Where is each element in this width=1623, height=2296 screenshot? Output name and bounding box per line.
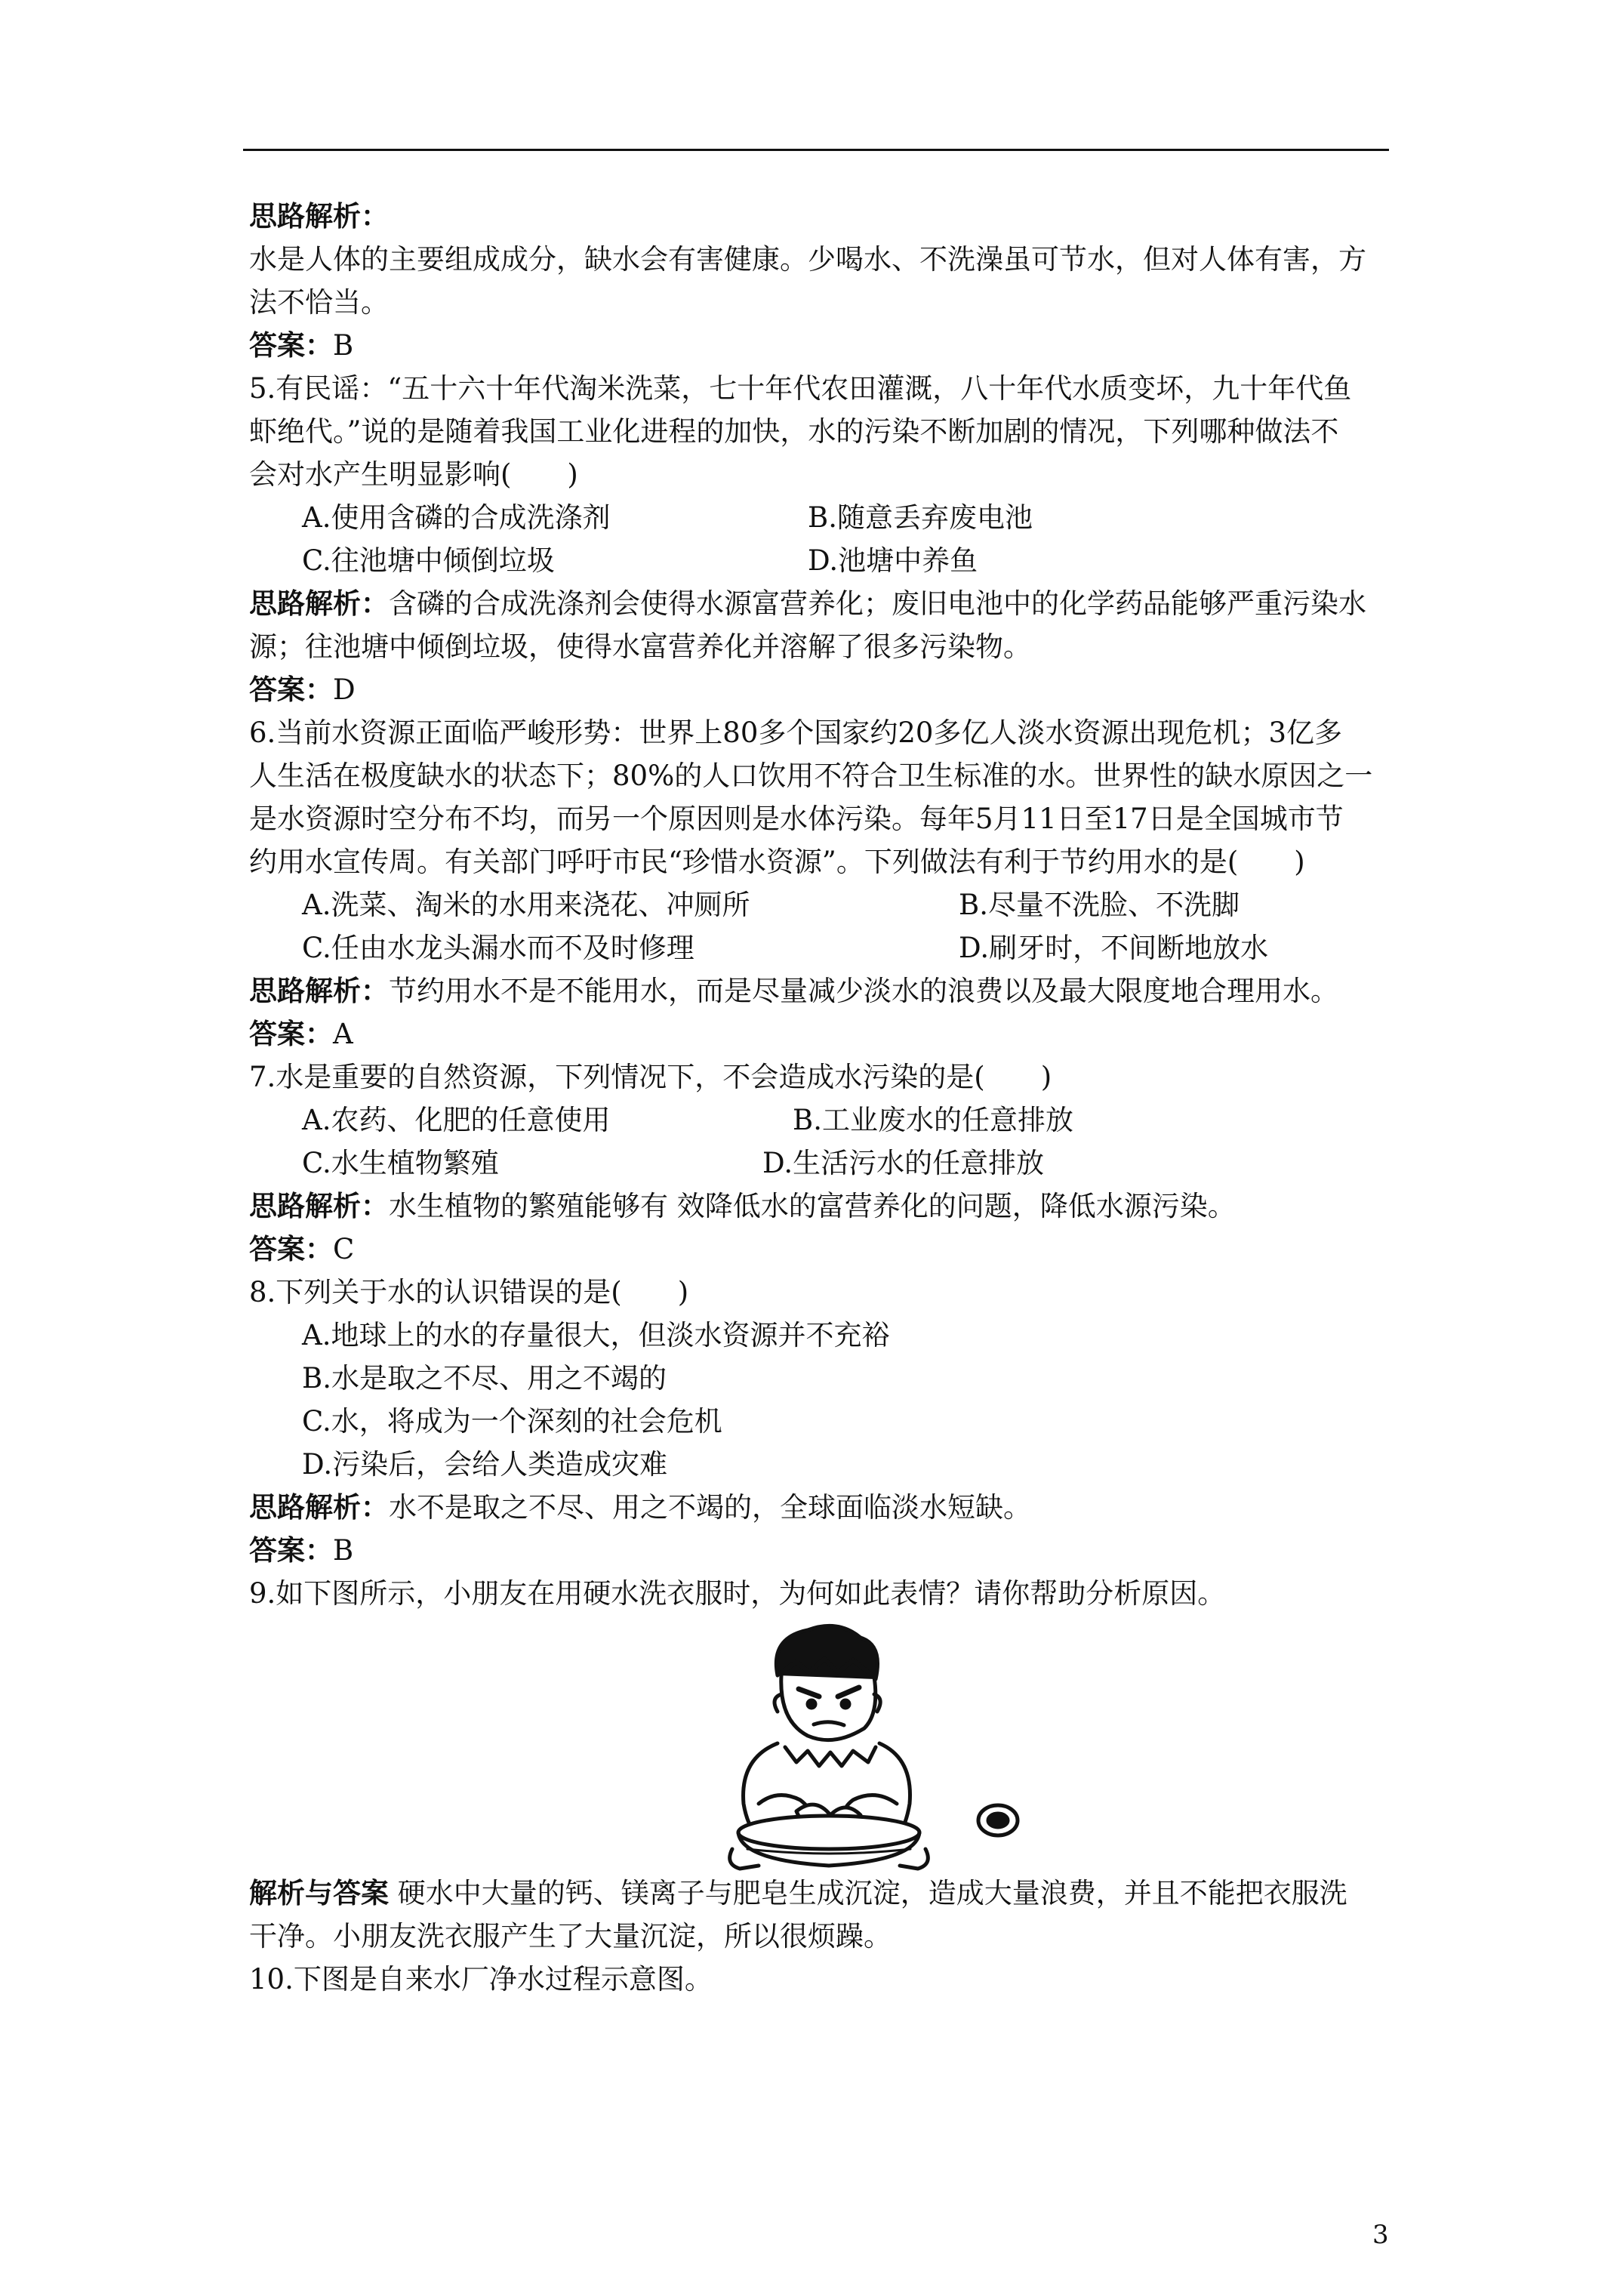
child-washing-clothes-illustration (249, 1615, 1393, 1872)
text-line: 思路解析： (249, 199, 389, 233)
question-8: 8.下列关于水的认识错误的是( ) (249, 1276, 689, 1308)
header-rule (243, 149, 1389, 151)
q6-tail (249, 969, 1393, 1099)
text-line: 约用水宣传周。有关部门呼吁市民“珍惜水资源”。下列做法有利于节约用水的是( ) (249, 846, 1305, 878)
option: B.水是取之不尽、用之不竭的 (302, 1362, 667, 1395)
analysis-line: 解析与答案 硬水中大量的钙、镁离子与肥皂生成沉淀，造成大量浪费，并且不能把衣服洗 (249, 1876, 1347, 1909)
q5-tail (249, 582, 1393, 883)
option: A.洗菜、淘米的水用来浇花、冲厕所 (302, 889, 750, 921)
analysis-line: 思路解析：水不是取之不尽、用之不竭的，全球面临淡水短缺。 (249, 1490, 1031, 1524)
q7-options (249, 1099, 1393, 1185)
q8-tail (249, 1486, 1393, 1615)
question-6: 6.当前水资源正面临严峻形势：世界上80多个国家约20多亿人淡水资源出现危机；3亿多 (249, 717, 1343, 749)
question-5: 5.有民谣：“五十六十年代淘米洗菜，七十年代农田灌溉，八十年代水质变坏，九十年代鱼 (249, 372, 1352, 405)
illustration-svg (249, 1615, 1393, 1872)
option: C.水生植物繁殖 (302, 1147, 499, 1179)
text-line: 虾绝代。”说的是随着我国工业化进程的加快，水的污染不断加剧的情况，下列哪种做法不 (249, 415, 1339, 448)
option: D.池塘中养鱼 (808, 544, 978, 577)
answer-line: 答案：B (249, 1533, 354, 1567)
answer-line: 答案：D (249, 673, 356, 706)
text-line: 是水资源时空分布不均，而另一个原因则是水体污染。每年5月11日至17日是全国城市节 (249, 803, 1344, 835)
option: C.往池塘中倾倒垃圾 (302, 544, 555, 577)
document-body (249, 195, 1393, 2001)
option: A.地球上的水的存量很大，但淡水资源并不充裕 (302, 1319, 890, 1351)
q6-options (249, 883, 1393, 969)
text-line: 干净。小朋友洗衣服产生了大量沉淀，所以很烦躁。 (249, 1920, 892, 1952)
answer-line: 答案：B (249, 328, 354, 362)
answer-line: 答案：C (249, 1232, 355, 1265)
option: D.污染后，会给人类造成灾难 (302, 1448, 668, 1481)
option: B.工业废水的任意排放 (793, 1104, 1073, 1136)
text-line: 会对水产生明显影响( ) (249, 458, 578, 491)
q5-options (249, 496, 1393, 582)
option: B.随意丢弃废电池 (808, 501, 1033, 534)
q9-tail (249, 1872, 1393, 2001)
option: D.生活污水的任意排放 (762, 1147, 1045, 1179)
option: C.任由水龙头漏水而不及时修理 (302, 932, 694, 964)
analysis-line: 思路解析：含磷的合成洗涤剂会使得水源富营养化；废旧电池中的化学药品能够严重污染水 (249, 587, 1366, 620)
question-10: 10.下图是自来水厂净水过程示意图。 (249, 1963, 713, 1996)
option: C.水，将成为一个深刻的社会危机 (302, 1405, 722, 1438)
block-intro (249, 195, 1393, 496)
option: A.使用含磷的合成洗涤剂 (302, 501, 611, 534)
option: A.农药、化肥的任意使用 (302, 1104, 611, 1136)
question-7: 7.水是重要的自然资源，下列情况下，不会造成水污染的是( ) (249, 1061, 1052, 1093)
text-line: 人生活在极度缺水的状态下；80%的人口饮用不符合卫生标准的水。世界性的缺水原因之一 (249, 760, 1373, 792)
answer-line: 答案：A (249, 1017, 353, 1050)
text-line: 水是人体的主要组成成分，缺水会有害健康。少喝水、不洗澡虽可节水，但对人体有害，方 (249, 243, 1366, 276)
analysis-line: 思路解析：水生植物的繁殖能够有 效降低水的富营养化的问题，降低水源污染。 (249, 1189, 1236, 1222)
page-number: 3 (1372, 2220, 1389, 2250)
analysis-line: 思路解析：节约用水不是不能用水，而是尽量减少淡水的浪费以及最大限度地合理用水。 (249, 974, 1338, 1007)
question-9: 9.如下图所示，小朋友在用硬水洗衣服时，为何如此表情？请你帮助分析原因。 (249, 1577, 1226, 1610)
text-line: 源；往池塘中倾倒垃圾，使得水富营养化并溶解了很多污染物。 (249, 630, 1031, 663)
option: D.刷牙时，不间断地放水 (959, 932, 1269, 964)
q8-options (249, 1314, 1393, 1486)
q7-tail (249, 1185, 1393, 1314)
text-line: 法不恰当。 (249, 286, 389, 319)
option: B.尽量不洗脸、不洗脚 (959, 889, 1240, 921)
